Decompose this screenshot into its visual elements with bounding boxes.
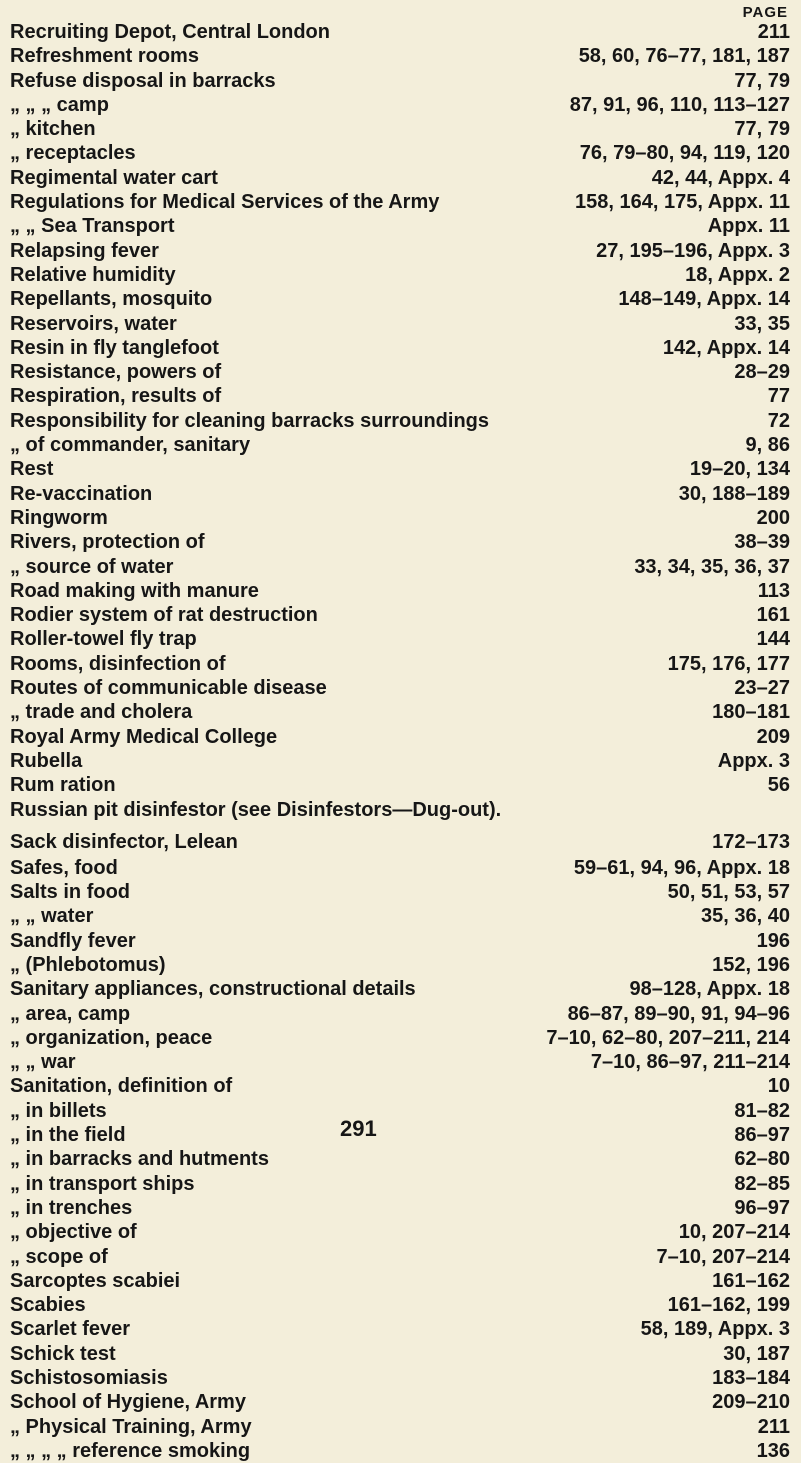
index-term: „ in the field	[10, 1124, 126, 1147]
index-page-refs: 81–82	[734, 1099, 790, 1122]
index-term: Rubella	[10, 749, 83, 772]
index-term: Road making with manure	[10, 579, 259, 602]
index-page-refs: 72	[767, 409, 790, 432]
index-entry	[10, 822, 790, 856]
index-page-refs: 172–173	[712, 830, 790, 853]
index-term: Schick test	[10, 1342, 116, 1365]
index-entry	[10, 69, 790, 93]
index-entry	[10, 166, 790, 190]
index-term: Refreshment rooms	[10, 45, 199, 68]
index-entry	[10, 384, 790, 408]
index-entry	[10, 1439, 790, 1463]
index-entry	[10, 20, 790, 44]
index-entry	[10, 1366, 790, 1390]
index-term: „ kitchen	[10, 118, 96, 141]
index-entry	[10, 953, 790, 977]
index-term: „ „ war	[10, 1051, 76, 1074]
index-term: „ objective of	[10, 1221, 137, 1244]
index-term: Repellants, mosquito	[10, 288, 213, 311]
index-term: Respiration, results of	[10, 385, 222, 408]
index-term: Recruiting Depot, Central London	[10, 21, 330, 43]
index-page-refs: 42, 44, Appx. 4	[651, 166, 790, 189]
index-term: „ in trenches	[10, 1196, 133, 1219]
index-term: Scabies	[10, 1294, 86, 1317]
index-entry	[10, 1147, 790, 1171]
index-entry	[10, 856, 790, 880]
index-page-refs: 28–29	[734, 361, 790, 384]
index-entry	[10, 93, 790, 117]
index-entry	[10, 555, 790, 579]
index-entry	[10, 44, 790, 68]
index-page-refs: 30, 187	[723, 1342, 790, 1365]
index-page-refs: 180–181	[712, 701, 790, 724]
index-term: Re-vaccination	[10, 482, 153, 505]
index-entry	[10, 1245, 790, 1269]
index-entry	[10, 1342, 790, 1366]
index-term: „ scope of	[10, 1245, 108, 1268]
index-page-refs: 59–61, 94, 96, Appx. 18	[573, 856, 790, 879]
index-entry	[10, 1293, 790, 1317]
index-term: Regulations for Medical Services of the Army	[10, 191, 440, 214]
index-term: Rodier system of rat destruction	[10, 604, 318, 627]
index-entry	[10, 457, 790, 481]
index-entry	[10, 360, 790, 384]
index-entry	[10, 482, 790, 506]
index-page-refs: 56	[767, 774, 790, 797]
index-page-refs: 19–20, 134	[689, 458, 790, 481]
index-page-refs: 211	[757, 21, 790, 43]
index-entry	[10, 1026, 790, 1050]
index-term: Resin in fly tanglefoot	[10, 336, 219, 359]
index-page-refs: 50, 51, 53, 57	[667, 881, 790, 904]
index-entry	[10, 904, 790, 928]
index-entry	[10, 190, 790, 214]
index-term: Reservoirs, water	[10, 312, 177, 335]
index-term: Resistance, powers of	[10, 361, 222, 384]
index-entry	[10, 977, 790, 1001]
index-page-refs: 209	[756, 725, 790, 748]
index-page-refs: 9, 86	[745, 434, 790, 457]
index-term: Roller-towel fly trap	[10, 628, 197, 651]
index-page-refs: 158, 164, 175, Appx. 11	[575, 191, 790, 214]
index-term: Rum ration	[10, 774, 116, 797]
index-entry	[10, 336, 790, 360]
index-page-refs: 183–184	[712, 1367, 790, 1390]
index-entry	[10, 1390, 790, 1414]
index-term: Sanitary appliances, constructional details	[10, 978, 416, 1001]
index-page-refs: 58, 189, Appx. 3	[640, 1318, 790, 1341]
index-entry	[10, 773, 790, 797]
index-page-refs: 142, Appx. 14	[662, 336, 790, 359]
index-term: Sarcoptes scabiei	[10, 1269, 181, 1292]
index-term: „ area, camp	[10, 1002, 131, 1025]
index-page-refs: 96–97	[734, 1196, 790, 1219]
index-term: „ „ Sea Transport	[10, 215, 175, 238]
index-page-refs: 33, 35	[734, 312, 790, 335]
index-term: Scarlet fever	[10, 1318, 131, 1341]
index-term: School of Hygiene, Army	[10, 1391, 246, 1414]
index-page-refs: 27, 195–196, Appx. 3	[596, 239, 790, 262]
index-term: Relative humidity	[10, 263, 176, 286]
index-page-refs: 30, 188–189	[678, 482, 790, 505]
index-page-refs: 161	[756, 604, 790, 627]
index-page-refs: 77, 79	[734, 69, 790, 92]
index-entry	[10, 1050, 790, 1074]
index-page-refs: 82–85	[734, 1172, 790, 1195]
index-term: „ receptacles	[10, 142, 136, 165]
index-term: Schistosomiasis	[10, 1367, 168, 1390]
index-page-refs: 77	[767, 385, 790, 408]
index-page-refs: 86–87, 89–90, 91, 94–96	[567, 1002, 790, 1025]
index-entry	[10, 312, 790, 336]
index-term: „ „ „ camp	[10, 93, 109, 116]
index-page-refs: 38–39	[734, 531, 790, 554]
index-entry	[10, 409, 790, 433]
index-term: „ organization, peace	[10, 1026, 213, 1049]
index-page-refs: 18, Appx. 2	[685, 263, 790, 286]
page-number: 291	[340, 1116, 377, 1141]
index-entry	[10, 1317, 790, 1341]
index-entry	[10, 700, 790, 724]
index-page-refs: 200	[756, 506, 790, 529]
index-page-refs: 211	[757, 1415, 790, 1438]
index-page-refs: 161–162	[712, 1269, 790, 1292]
index-term: Sanitation, definition of	[10, 1075, 233, 1098]
index-entry	[10, 798, 790, 822]
index-term: Refuse disposal in barracks	[10, 69, 276, 92]
index-page-refs: 33, 34, 35, 36, 37	[634, 555, 790, 578]
index-term: „ Physical Training, Army	[10, 1415, 252, 1438]
index-page-refs: 87, 91, 96, 110, 113–127	[569, 93, 790, 116]
index-entry	[10, 214, 790, 238]
index-term: „ „ water	[10, 905, 94, 928]
index-entry	[10, 239, 790, 263]
index-entry	[10, 603, 790, 627]
index-term: „ (Phlebotomus)	[10, 953, 166, 976]
index-entry	[10, 1196, 790, 1220]
index-page-refs: 209–210	[712, 1391, 790, 1414]
index-page-refs: Appx. 3	[717, 749, 790, 772]
index-entry	[10, 433, 790, 457]
index-entry	[10, 725, 790, 749]
index-entry	[10, 880, 790, 904]
index-entry	[10, 929, 790, 953]
index-term: Rivers, protection of	[10, 531, 205, 554]
page-column-label: PAGE	[742, 4, 788, 21]
index-term: Regimental water cart	[10, 166, 218, 189]
index-page-refs: 113	[757, 579, 790, 602]
index-entry	[10, 652, 790, 676]
index-page-refs: 98–128, Appx. 18	[629, 978, 790, 1001]
index-page-refs: 23–27	[734, 677, 790, 700]
index-page-refs: 161–162, 199	[667, 1294, 790, 1317]
index-term: Routes of communicable disease	[10, 677, 327, 700]
index-entry	[10, 1123, 790, 1147]
index-entries	[10, 20, 790, 1463]
index-entry	[10, 1172, 790, 1196]
index-entry	[10, 117, 790, 141]
index-term: „ in barracks and hutments	[10, 1148, 269, 1171]
index-page-refs: 7–10, 86–97, 211–214	[590, 1051, 790, 1074]
index-page-refs: 10, 207–214	[678, 1221, 790, 1244]
index-term: „ „ „ „ reference smoking	[10, 1439, 251, 1462]
index-page-refs: 196	[756, 929, 790, 952]
index-term: „ in transport ships	[10, 1172, 195, 1195]
index-term: Russian pit disinfestor (see Disinfestors—Dug-out).	[10, 798, 502, 821]
index-entry	[10, 263, 790, 287]
index-entry	[10, 1269, 790, 1293]
index-term: Relapsing fever	[10, 239, 159, 262]
index-entry	[10, 1002, 790, 1026]
index-page-refs: 7–10, 207–214	[656, 1245, 790, 1268]
index-term: Rest	[10, 458, 54, 481]
index-entry	[10, 506, 790, 530]
index-page-refs: 148–149, Appx. 14	[618, 288, 790, 311]
index-page-refs: 152, 196	[712, 953, 790, 976]
index-term: Ringworm	[10, 506, 108, 529]
index-entry	[10, 676, 790, 700]
index-term: Royal Army Medical College	[10, 725, 278, 748]
index-page-refs: 58, 60, 76–77, 181, 187	[578, 45, 790, 68]
index-page-refs: 144	[756, 628, 790, 651]
index-entry	[10, 1415, 790, 1439]
index-page-refs: 76, 79–80, 94, 119, 120	[579, 142, 790, 165]
index-page-refs: 62–80	[734, 1148, 790, 1171]
index-term: Responsibility for cleaning barracks surroundings	[10, 409, 489, 432]
index-term: „ of commander, sanitary	[10, 434, 251, 457]
index-entry	[10, 579, 790, 603]
index-entry	[10, 530, 790, 554]
index-page-refs: 35, 36, 40	[701, 905, 790, 928]
index-entry	[10, 749, 790, 773]
index-page-refs: 175, 176, 177	[667, 652, 790, 675]
index-entry	[10, 627, 790, 651]
index-entry	[10, 1074, 790, 1098]
index-page-refs: 136	[756, 1439, 790, 1462]
index-page-refs: 7–10, 62–80, 207–211, 214	[546, 1026, 790, 1049]
index-term: „ in billets	[10, 1099, 107, 1122]
index-term: „ trade and cholera	[10, 701, 193, 724]
index-term: Sandfly fever	[10, 929, 136, 952]
index-term: „ source of water	[10, 555, 174, 578]
index-page-refs: 10	[767, 1075, 790, 1098]
index-term: Safes, food	[10, 856, 118, 879]
index-page-refs: 77, 79	[734, 118, 790, 141]
index-page-refs: Appx. 11	[707, 215, 790, 238]
index-term: Salts in food	[10, 881, 130, 904]
index-entry	[10, 141, 790, 165]
index-entry	[10, 287, 790, 311]
index-entry	[10, 1099, 790, 1123]
index-term: Sack disinfector, Lelean	[10, 830, 238, 853]
index-term: Rooms, disinfection of	[10, 652, 226, 675]
index-entry	[10, 1220, 790, 1244]
index-page-refs: 86–97	[734, 1124, 790, 1147]
